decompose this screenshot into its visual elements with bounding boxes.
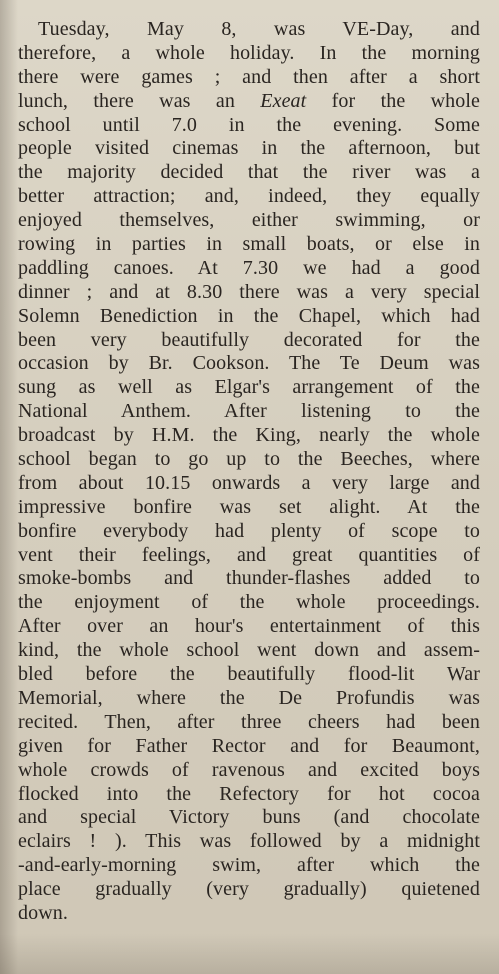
text-line: occasion by Br. Cookson. The Te Deum was [18, 352, 480, 375]
text-line: broadcast by H.M. the King, nearly the whole [18, 424, 480, 447]
text-line: Tuesday, May 8, was VE-Day, and [38, 18, 480, 40]
text-line: Memorial, where the De Profundis was [18, 686, 480, 709]
text-line: National Anthem. After listening to the [18, 400, 480, 423]
article-text-column [18, 18, 480, 926]
text-line: enjoyed themselves, either swimming, or [18, 209, 480, 232]
text-line: people visited cinemas in the afternoon, but [18, 137, 480, 160]
text-line: there were games ; and then after a short [18, 65, 480, 88]
text-line: eclairs ! ). This was followed by a midnight [18, 830, 480, 853]
page-edge-shadow [0, 0, 18, 974]
italic-word: Exeat [260, 89, 307, 112]
page-bottom-shadow [0, 934, 499, 974]
text-line: kind, the whole school went down and assem- [18, 639, 480, 662]
text-line: the majority decided that the river was a [18, 161, 480, 184]
text-line: school until 7.0 in the evening. Some [18, 113, 480, 136]
text-line: down. [18, 901, 68, 924]
text-line: vent their feelings, and great quantities of [18, 543, 480, 566]
text-line: given for Father Rector and for Beaumont, [18, 734, 480, 757]
text-line: therefore, a whole holiday. In the morning [18, 41, 480, 64]
text-line: whole crowds of ravenous and excited boys [18, 758, 480, 781]
text-line: rowing in parties in small boats, or else in [18, 233, 480, 256]
text-line: better attraction; and, indeed, they equally [18, 185, 480, 208]
text-line: the enjoyment of the whole proceedings. [18, 591, 480, 614]
text-line: dinner ; and at 8.30 there was a very special [18, 280, 480, 303]
text-line: impressive bonfire was set alight. At the [18, 495, 480, 518]
text-line: After over an hour's entertainment of this [18, 615, 480, 638]
text-line: bonfire everybody had plenty of scope to [18, 519, 480, 542]
text-line: bled before the beautifully flood-lit War [18, 663, 480, 686]
text-line: paddling canoes. At 7.30 we had a good [18, 256, 480, 279]
text-line: and special Victory buns (and chocolate [18, 806, 480, 829]
text-line: sung as well as Elgar's arrangement of the [18, 376, 480, 399]
text-line: Solemn Benediction in the Chapel, which had [18, 304, 480, 327]
text-line: lunch, there was an Exeat for the whole [18, 89, 480, 112]
text-line: place gradually (very gradually) quietened [18, 878, 480, 901]
text-line: school began to go up to the Beeches, where [18, 448, 480, 471]
text-line: -and-early-morning swim, after which the [18, 854, 480, 877]
text-line: been very beautifully decorated for the [18, 328, 480, 351]
text-line: from about 10.15 onwards a very large and [18, 471, 480, 494]
text-line: flocked into the Refectory for hot cocoa [18, 782, 480, 805]
text-line: smoke-bombs and thunder-flashes added to [18, 567, 480, 590]
text-line: recited. Then, after three cheers had been [18, 710, 480, 733]
